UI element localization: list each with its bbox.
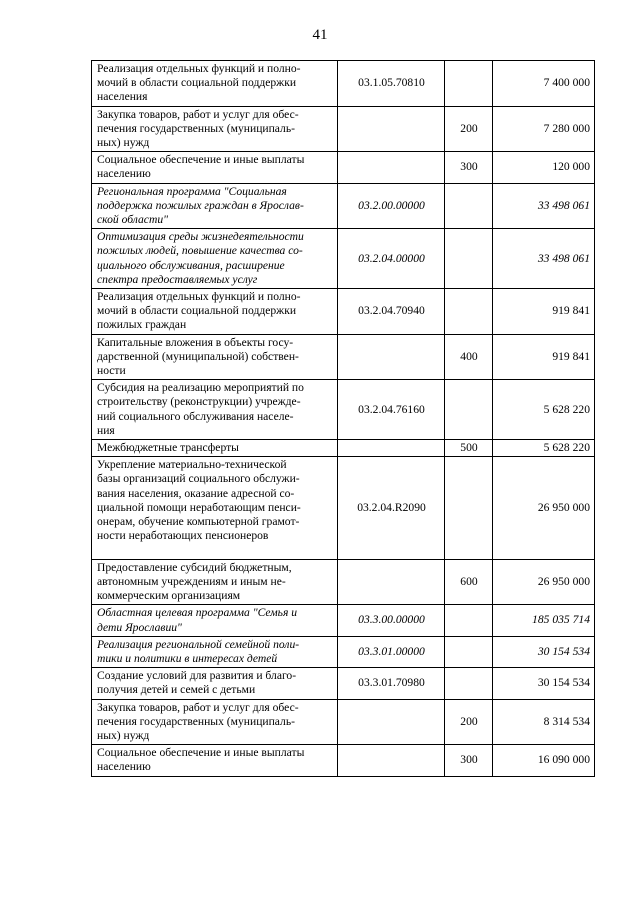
row-expense-type-cell — [445, 605, 493, 636]
table-row — [92, 380, 595, 440]
row-name-line: Реализация отдельных функций и полно- — [97, 290, 301, 304]
table-row — [92, 636, 595, 667]
table-row — [92, 605, 595, 636]
table-row — [92, 152, 595, 183]
budget-table-body — [92, 61, 595, 777]
row-name-cell — [92, 745, 338, 776]
row-code-cell: 03.3.01.00000 — [338, 636, 445, 667]
table-row — [92, 334, 595, 380]
row-sum-cell: 919 841 — [493, 334, 595, 380]
row-expense-type-cell — [445, 289, 493, 335]
row-sum-cell: 30 154 534 — [493, 668, 595, 699]
row-code-cell — [338, 559, 445, 605]
table-row — [92, 183, 595, 229]
row-name-line: дарственной (муниципальной) собствен- — [97, 349, 299, 363]
row-name-line: населению — [97, 760, 151, 774]
row-name-cell — [92, 440, 338, 457]
table-row — [92, 457, 595, 559]
table-row — [92, 699, 595, 745]
row-code-cell: 03.1.05.70810 — [338, 61, 445, 107]
row-name-cell — [92, 457, 338, 559]
row-expense-type-cell: 200 — [445, 106, 493, 152]
row-name-line: Оптимизация среды жизнедеятельности — [97, 230, 304, 244]
row-sum-cell: 33 498 061 — [493, 183, 595, 229]
row-code-cell — [338, 699, 445, 745]
row-sum-cell: 8 314 534 — [493, 699, 595, 745]
row-name-line: мочий в области социальной поддержки — [97, 304, 297, 318]
row-code-cell: 03.2.04.76160 — [338, 380, 445, 440]
row-name-line: циальной помощи неработающим пенси- — [97, 500, 301, 514]
row-name-line: ния — [97, 423, 115, 437]
row-sum-cell: 5 628 220 — [493, 440, 595, 457]
row-name-line: Реализация отдельных функций и полно- — [97, 62, 301, 75]
row-name-line: ных) нужд — [97, 728, 150, 742]
table-row — [92, 559, 595, 605]
row-code-cell — [338, 440, 445, 457]
row-name-line: Укрепление материально-технической — [97, 458, 287, 472]
row-name-line: мочий в области социальной поддержки — [97, 76, 297, 90]
row-name-cell — [92, 106, 338, 152]
row-code-cell: 03.2.04.R2090 — [338, 457, 445, 559]
row-name-line: дети Ярославии" — [97, 620, 182, 634]
row-name-line: спектра предоставляемых услуг — [97, 272, 258, 286]
row-name-cell — [92, 668, 338, 699]
row-name-line: тики и политики в интересах детей — [97, 651, 278, 665]
row-code-cell: 03.2.04.00000 — [338, 229, 445, 289]
row-code-cell — [338, 745, 445, 776]
table-row — [92, 745, 595, 776]
row-code-cell: 03.3.00.00000 — [338, 605, 445, 636]
row-name-line: циального обслуживания, расширение — [97, 258, 285, 272]
row-code-cell — [338, 152, 445, 183]
row-name-cell — [92, 380, 338, 440]
row-name-line: Социальное обеспечение и иные выплаты — [97, 153, 305, 167]
table-row — [92, 289, 595, 335]
row-expense-type-cell — [445, 183, 493, 229]
row-name-line: населению — [97, 167, 151, 181]
row-expense-type-cell — [445, 457, 493, 559]
row-sum-cell: 7 400 000 — [493, 61, 595, 107]
row-name-cell — [92, 605, 338, 636]
row-sum-cell: 5 628 220 — [493, 380, 595, 440]
row-code-cell: 03.2.00.00000 — [338, 183, 445, 229]
row-name-line: пожилых людей, повышение качества со- — [97, 244, 303, 258]
row-name-line: печения государственных (муниципаль- — [97, 121, 295, 135]
row-expense-type-cell — [445, 229, 493, 289]
row-name-cell — [92, 699, 338, 745]
row-name-line: ных) нужд — [97, 136, 150, 150]
row-sum-cell: 7 280 000 — [493, 106, 595, 152]
row-name-cell — [92, 636, 338, 667]
row-name-cell — [92, 61, 338, 107]
row-name-line: Субсидия на реализацию мероприятий по — [97, 381, 304, 395]
table-row — [92, 61, 595, 107]
row-name-line: Социальное обеспечение и иные выплаты — [97, 746, 305, 760]
row-name-line: Реализация региональной семейной поли- — [97, 637, 300, 651]
row-name-line: вания населения, оказание адресной со- — [97, 486, 295, 500]
row-name-line: ний социального обслуживания населе- — [97, 409, 294, 423]
table-row — [92, 440, 595, 457]
row-name-line: населения — [97, 90, 148, 104]
row-expense-type-cell: 600 — [445, 559, 493, 605]
page-number: 41 — [312, 27, 328, 43]
row-name-line: Межбюджетные трансферты — [97, 441, 239, 455]
row-name-line: базы организаций социального обслужи- — [97, 472, 300, 486]
row-name-line: Региональная программа "Социальная — [97, 184, 287, 198]
row-name-cell — [92, 183, 338, 229]
row-name-line: Закупка товаров, работ и услуг для обес- — [97, 107, 299, 121]
row-code-cell — [338, 106, 445, 152]
row-expense-type-cell: 500 — [445, 440, 493, 457]
row-name-cell — [92, 152, 338, 183]
row-expense-type-cell: 400 — [445, 334, 493, 380]
row-name-line: Создание условий для развития и благо- — [97, 669, 297, 683]
table-row — [92, 668, 595, 699]
row-expense-type-cell: 200 — [445, 699, 493, 745]
row-name-line: печения государственных (муниципаль- — [97, 714, 295, 728]
row-name-line: ской области" — [97, 213, 168, 227]
row-name-cell — [92, 559, 338, 605]
row-sum-cell: 120 000 — [493, 152, 595, 183]
row-sum-cell: 26 950 000 — [493, 457, 595, 559]
budget-table — [91, 60, 595, 777]
row-expense-type-cell: 300 — [445, 745, 493, 776]
row-expense-type-cell — [445, 380, 493, 440]
row-sum-cell: 919 841 — [493, 289, 595, 335]
row-name-cell — [92, 334, 338, 380]
table-row — [92, 229, 595, 289]
row-name-line: ности неработающих пенсионеров — [97, 529, 269, 543]
row-expense-type-cell — [445, 668, 493, 699]
row-code-cell: 03.2.04.70940 — [338, 289, 445, 335]
row-sum-cell: 26 950 000 — [493, 559, 595, 605]
row-name-line: пожилых граждан — [97, 318, 187, 332]
row-name-line: строительству (реконструкции) учрежде- — [97, 395, 301, 409]
row-name-line: получия детей и семей с детьми — [97, 683, 256, 697]
row-name-line — [97, 544, 333, 558]
row-code-cell: 03.3.01.70980 — [338, 668, 445, 699]
row-name-line: автономным учреждениям и иным не- — [97, 574, 286, 588]
row-code-cell — [338, 334, 445, 380]
row-name-line: коммерческим организациям — [97, 589, 241, 603]
row-sum-cell: 185 035 714 — [493, 605, 595, 636]
row-sum-cell: 30 154 534 — [493, 636, 595, 667]
row-name-line: поддержка пожилых граждан в Ярослав- — [97, 198, 304, 212]
row-name-line: ности — [97, 364, 126, 378]
row-name-line: Предоставление субсидий бюджетным, — [97, 560, 292, 574]
row-name-line: Областная целевая программа "Семья и — [97, 606, 298, 620]
row-name-line: Закупка товаров, работ и услуг для обес- — [97, 700, 299, 714]
row-expense-type-cell — [445, 61, 493, 107]
row-sum-cell: 33 498 061 — [493, 229, 595, 289]
row-name-line: Капитальные вложения в объекты госу- — [97, 335, 294, 349]
row-name-cell — [92, 289, 338, 335]
row-name-cell — [92, 229, 338, 289]
row-expense-type-cell: 300 — [445, 152, 493, 183]
table-row — [92, 106, 595, 152]
row-sum-cell: 16 090 000 — [493, 745, 595, 776]
row-name-line: онерам, обучение компьютерной грамот- — [97, 515, 300, 529]
row-expense-type-cell — [445, 636, 493, 667]
